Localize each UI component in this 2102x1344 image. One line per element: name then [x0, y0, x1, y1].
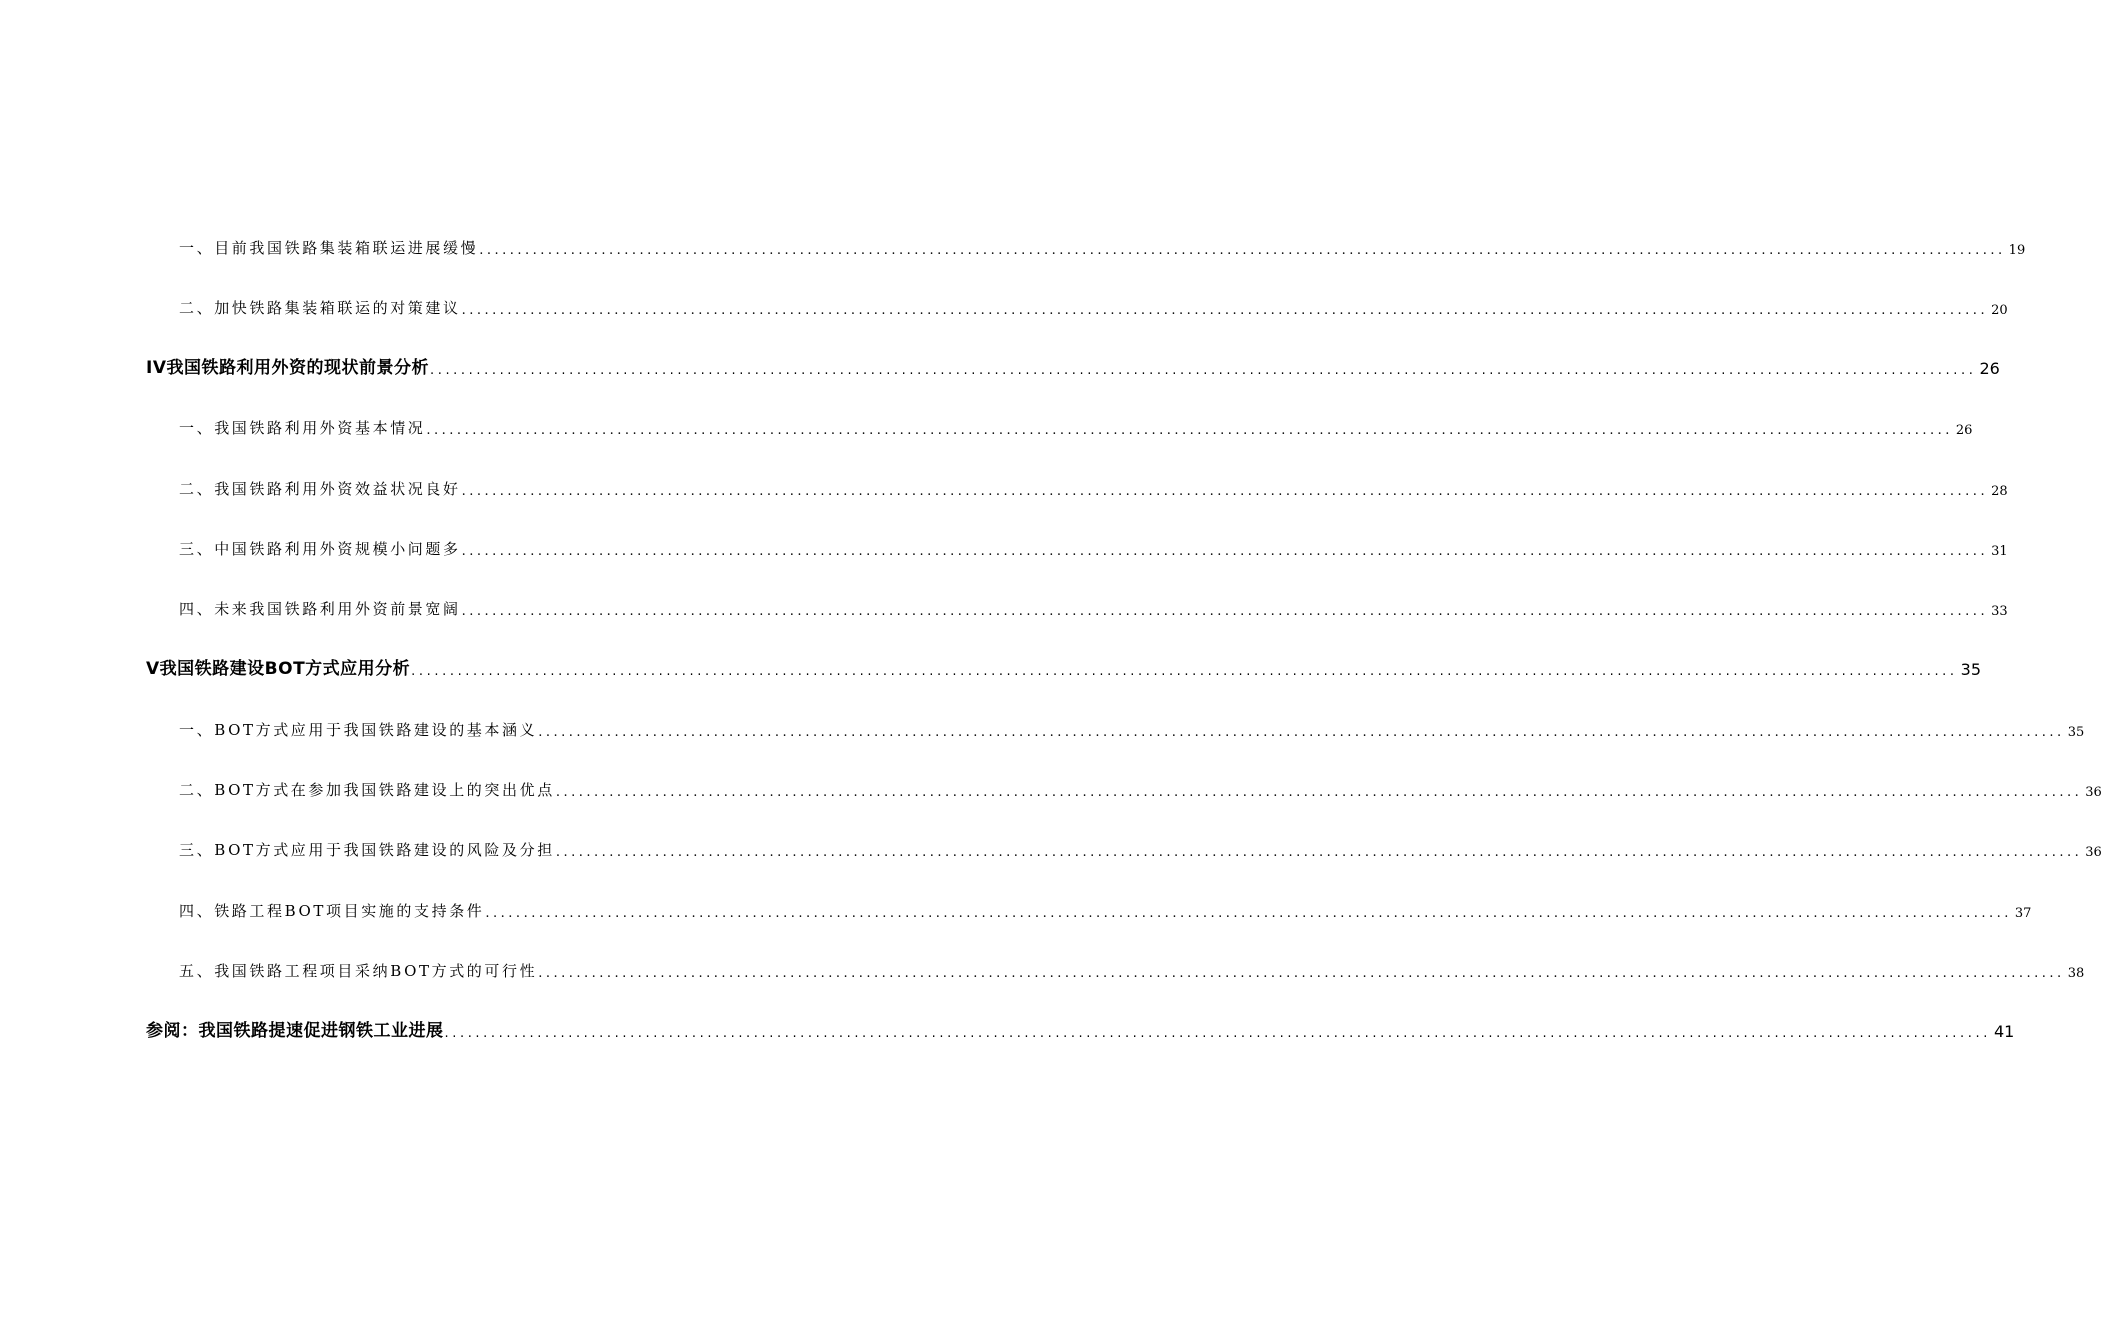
toc-entry-title: 三、中国铁路利用外资规模小问题多 [179, 540, 461, 558]
toc-page-number: 28 [1991, 484, 2008, 499]
dot-leader: ........................................................................................................................................................................................................ [426, 423, 1953, 438]
toc-page-number: 36 [2085, 845, 2102, 860]
toc-page-number: 35 [2067, 725, 2085, 740]
toc-entry[interactable] [179, 230, 2026, 258]
toc-entry[interactable] [179, 531, 2008, 559]
dot-leader: ........................................................................................................................................................................................................ [555, 845, 2083, 860]
toc-page-number: 26 [1979, 359, 2000, 378]
dot-leader: ........................................................................................................................................................................................................ [538, 966, 2065, 981]
toc-entry[interactable] [179, 712, 2085, 740]
toc-page-number: 31 [1991, 544, 2008, 559]
toc-entry-title: 五、我国铁路工程项目采纳BOT方式的可行性 [179, 962, 538, 980]
dot-leader: ........................................................................................................................................................................................................ [538, 725, 2065, 740]
dot-leader: ........................................................................................................................................................................................................ [429, 363, 1977, 378]
toc-entry-title: 二、BOT方式在参加我国铁路建设上的突出优点 [179, 781, 555, 799]
dot-leader: ........................................................................................................................................................................................................ [555, 785, 2083, 800]
toc-page-number: 36 [2085, 785, 2102, 800]
toc-page-number: 33 [1991, 604, 2008, 619]
toc-entry[interactable] [179, 832, 2102, 860]
dot-leader: ........................................................................................................................................................................................................ [461, 544, 1989, 559]
toc-page-number: 19 [2008, 243, 2026, 258]
toc-entry[interactable] [179, 893, 2032, 921]
toc-entry[interactable] [179, 591, 2008, 619]
toc-chapter-entry[interactable] [146, 1013, 2015, 1041]
toc-entry-title: 三、BOT方式应用于我国铁路建设的风险及分担 [179, 841, 555, 859]
dot-leader: ........................................................................................................................................................................................................ [411, 664, 1958, 679]
dot-leader: ........................................................................................................................................................................................................ [479, 243, 2006, 258]
toc-entry-title: 一、我国铁路利用外资基本情况 [179, 419, 426, 437]
toc-page-number: 35 [1960, 660, 1981, 679]
toc-entry-title: 四、铁路工程BOT项目实施的支持条件 [179, 902, 485, 920]
toc-entry-title: 一、BOT方式应用于我国铁路建设的基本涵义 [179, 721, 538, 739]
toc-chapter-entry[interactable] [146, 651, 1981, 679]
dot-leader: ........................................................................................................................................................................................................ [461, 303, 1989, 318]
toc-page-number: 41 [1993, 1022, 2015, 1041]
toc-page-number: 20 [1991, 303, 2008, 318]
dot-leader: ........................................................................................................................................................................................................ [485, 906, 2012, 921]
toc-chapter-entry[interactable] [146, 350, 2000, 378]
toc-entry-title: 二、我国铁路利用外资效益状况良好 [179, 480, 461, 498]
toc-entry-title: 四、未来我国铁路利用外资前景宽阔 [179, 600, 461, 618]
toc-entry[interactable] [179, 772, 2102, 800]
toc-entry-title: 二、加快铁路集装箱联运的对策建议 [179, 299, 461, 317]
toc-chapter-title: V我国铁路建设BOT方式应用分析 [146, 659, 411, 679]
dot-leader: ........................................................................................................................................................................................................ [444, 1026, 1991, 1041]
toc-page-number: 38 [2067, 966, 2085, 981]
dot-leader: ........................................................................................................................................................................................................ [461, 604, 1989, 619]
toc-chapter-title: 参阅：我国铁路提速促进钢铁工业进展 [146, 1021, 444, 1041]
toc-entry[interactable] [179, 953, 2085, 981]
toc-entry[interactable] [179, 290, 2008, 318]
toc-page-number: 37 [2014, 906, 2032, 921]
toc-entry[interactable] [179, 410, 1973, 438]
toc-entry[interactable] [179, 471, 2008, 499]
toc-page-number: 26 [1955, 423, 1973, 438]
dot-leader: ........................................................................................................................................................................................................ [461, 484, 1989, 499]
toc-chapter-title: IV我国铁路利用外资的现状前景分析 [146, 358, 429, 378]
toc-entry-title: 一、目前我国铁路集装箱联运进展缓慢 [179, 239, 479, 257]
